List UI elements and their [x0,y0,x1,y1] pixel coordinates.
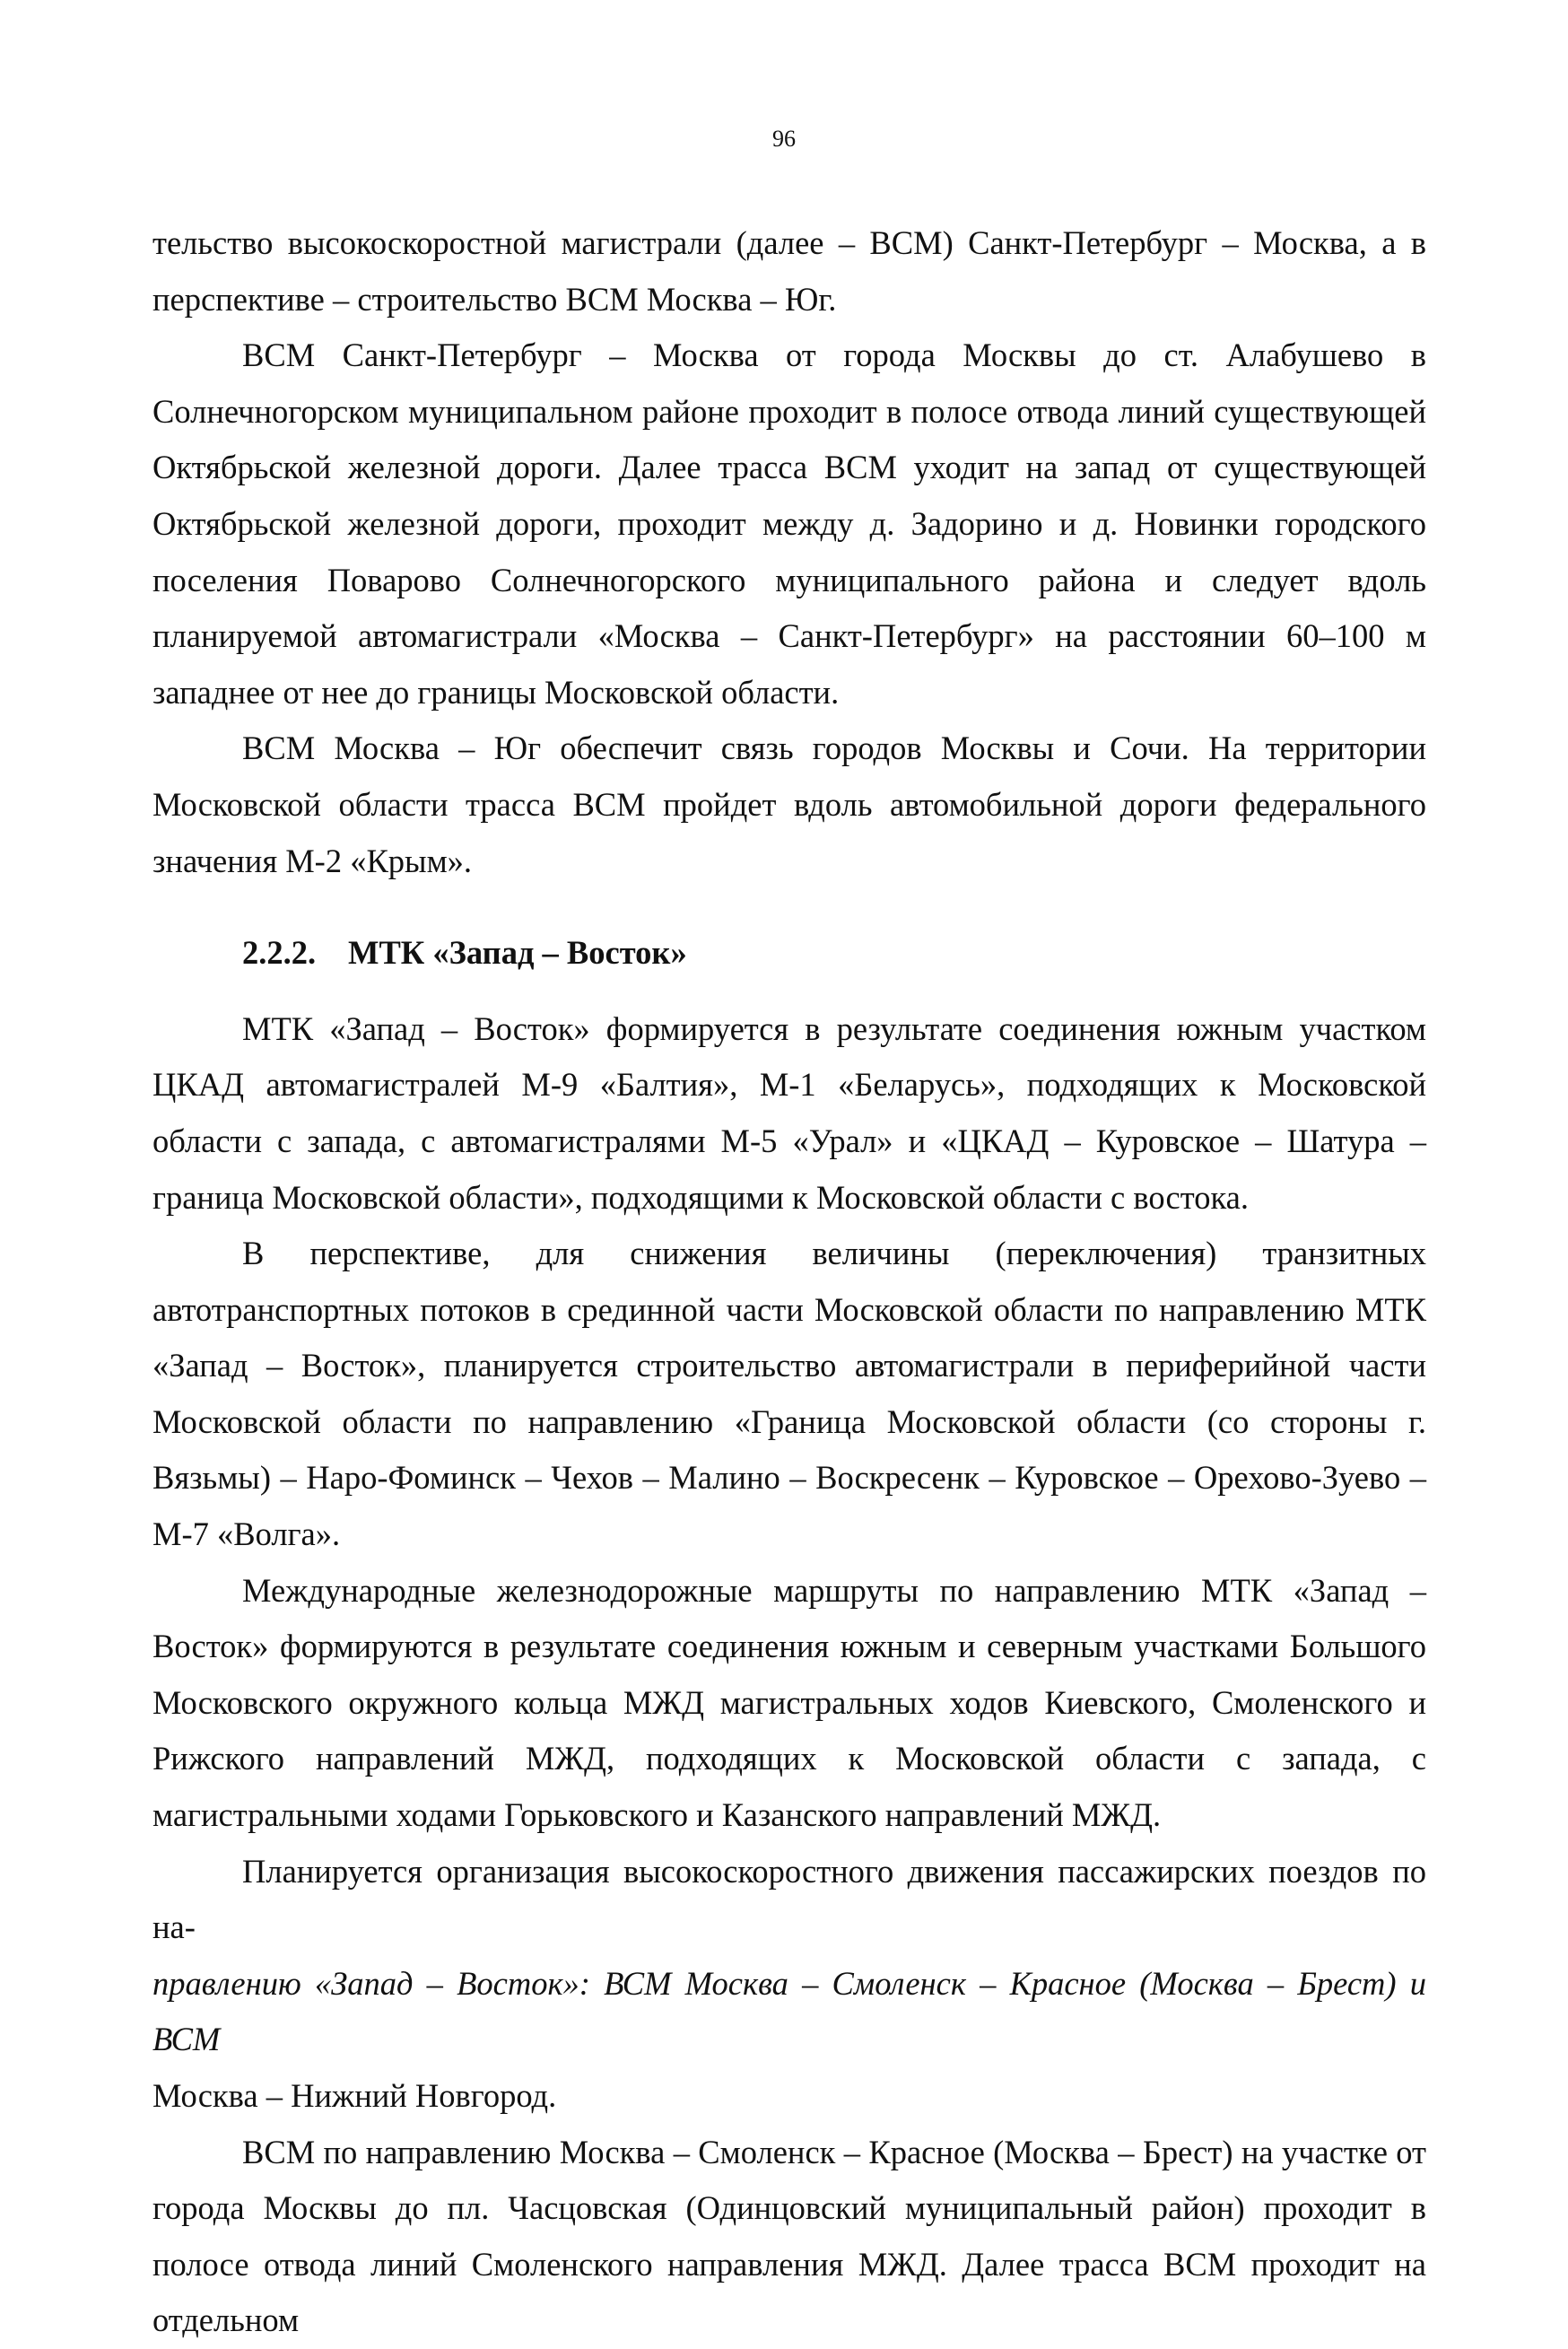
paragraph-vsm-moscow-south: ВСМ Москва – Юг обеспечит связь городов Москвы и Сочи. На территории Московской области трасса ВСМ пройдет вдоль автомобильной дороги федерального значения М-2 «Крым». [152,729,1426,879]
paragraph-mtk-west-east: МТК «Запад – Восток» формируется в результате соединения южным участком ЦКАД автомагистралей М-9 «Балтия», М-1 «Беларусь», подходящих к Московской области с запада, с автомагистралями М-5 «Урал» и «ЦКАД – Куровское – Шатура – граница Московской области», подходящими к Московской области с востока. [152,1009,1426,1216]
section-heading [152,925,1426,982]
paragraph-high-speed-plan [152,1844,1426,2125]
high-speed-plan-italic-text: правлению «Запад – Восток»: ВСМ Москва – Смоленск – Красное (Москва – Брест) и ВСМ [152,1964,1426,2058]
document-body [152,215,1426,2349]
paragraph-perspective-highway: В перспективе, для снижения величины (переключения) транзитных автотранспортных потоков в срединной части Московской области по направлению МТК «Запад – Восток», планируется строительство автомагистрали в периферийной части Московской области по направлению «Граница Московской области (со стороны г. Вязьмы) – Наро-Фоминск – Чехов – Малино – Воскресенк – Куровское – Орехово-Зуево – М-7 «Волга». [152,1235,1426,1553]
paragraph-international-railway: Международные железнодорожные маршруты по направлению МТК «Запад – Восток» формируются в результате соединения южным и северным участками Большого Московского окружного кольца МЖД магистральных ходов Киевского, Смоленского и Рижского направлений МЖД, подходящих к Московской области с запада, с магистральными ходами Горьковского и Казанского направлений МЖД. [152,1571,1426,1834]
section-number: 2.2.2. [242,934,317,972]
section-title: МТК «Запад – Восток» [348,934,687,972]
high-speed-plan-end-text: Москва – Нижний Новгород. [152,2077,557,2114]
page-number: 96 [772,126,796,152]
paragraph-continuation: тельство высокоскоростной магистрали (далее – ВСМ) Санкт-Петербург – Москва, а в перспективе – строительство ВСМ Москва – Юг. [152,224,1426,318]
paragraph-vsm-smolensk: ВСМ по направлению Москва – Смоленск – Красное (Москва – Брест) на участке от города Москвы до пл. Часцовская (Одинцовский муниципальный район) проходит в полосе отвода линий Смоленского направления МЖД. Далее трасса ВСМ проходит на отдельном [152,2133,1426,2339]
paragraph-vsm-spb-moscow: ВСМ Санкт-Петербург – Москва от города Москвы до ст. Алабушево в Солнечногорском муниципальном районе проходит в полосе отвода линий существующей Октябрьской железной дороги. Далее трасса ВСМ уходит на запад от существующей Октябрьской железной дороги, проходит между д. Задорино и д. Новинки городского поселения Поварово Солнечногорского муниципального района и следует вдоль планируемой автомагистрали «Москва – Санкт-Петербург» на расстоянии 60–100 м западнее от нее до границы Московской области. [152,336,1426,711]
high-speed-plan-text: Планируется организация высокоскоростного движения пассажирских поездов по на- [152,1852,1426,1946]
